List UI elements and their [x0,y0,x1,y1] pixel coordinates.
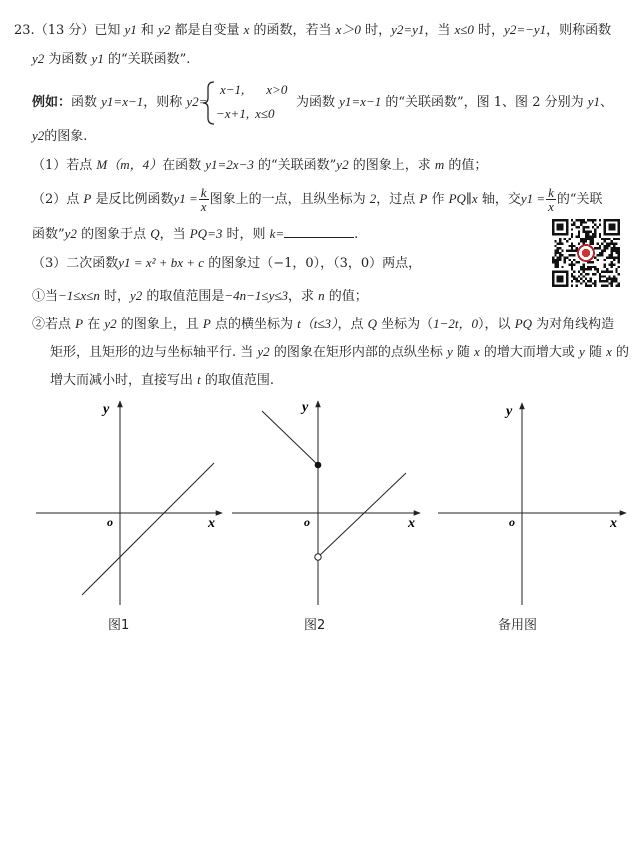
caption-figure-1: 图1 [108,618,130,633]
example-line-1b: 为函数 y1=x−1 的“关联函数”，图 1、图 2 分别为 y1、 [296,94,614,110]
answer-blank[interactable] [284,225,354,238]
example-label: 例如： [32,95,72,110]
fraction-k-over-x-2: $\frac{k}{x}$ [548,185,554,214]
figure-1 [36,401,222,605]
question-2-line-1: （2）点 P 是反比例函数y1 = $\frac{k}{x}$ 图象上的一点，且纵坐标为 2，过点 P 作 PQ∥x 轴，交y1 = $\frac{k}{x}$ 的“关联 [32,185,603,214]
piecewise-case-2: −x+1, x≤0 [216,106,275,121]
question-1: （1）若点 M（m，4）在函数 y1=2x−3 的“关联函数”y2 的图象上，求 m 的值； [32,157,488,173]
fig1-origin: o [107,515,113,529]
example-line-2: y2的图象. [32,128,88,144]
fig1-line-y1 [82,463,214,595]
piecewise-case-1: x−1, x>0 [220,82,288,97]
fig3-origin: o [509,515,515,529]
problem-number: 23. [14,23,35,38]
fig1-x-label: x [208,516,215,531]
figure-spare [438,403,626,605]
fig2-x-label: x [408,516,415,531]
fraction-k-over-x: $\frac{k}{x}$ [200,185,207,214]
example-line-1: 例如：函数 y1=x−1，则称 y2= [32,94,208,110]
problem-line-1: 23.（13 分）已知 y1 和 y2 都是自变量 x 的函数，若当 x＞0 时，y2=y1，当 x≤0 时，y2=−y1，则称函数 [14,22,612,38]
question-2-line-2: 函数”y2 的图象于点 Q，当 PQ=3 时，则 k= . [32,226,359,242]
question-3-part-1: ①当−1≤x≤n 时，y2 的取值范围是−4n−1≤y≤3，求 n 的值； [32,288,368,304]
fig3-y-label: y [506,404,513,419]
question-3-part-2-line-3: 增大而减小时，直接写出 t 的取值范围. [50,372,275,388]
caption-figure-2: 图2 [304,618,326,633]
fig3-x-label: x [610,516,617,531]
question-3-part-2-line-2: 矩形，且矩形的边与坐标轴平行. 当 y2 的图象在矩形内部的点纵坐标 y 随 x 的增大而增大或 y 随 x 的 [50,344,630,360]
piecewise-brace [202,80,216,126]
figure-2 [232,400,420,605]
fig2-left-branch [262,411,318,465]
fig2-y-label: y [302,400,309,415]
fig2-closed-point [315,462,322,469]
qr-code [552,219,620,287]
caption-figure-spare: 备用图 [498,618,538,633]
fig1-y-label: y [103,402,110,417]
problem-line-2: y2 为函数 y1 的“关联函数”. [32,51,191,67]
question-3: （3）二次函数y1 = x² + bx + c 的图象过（−1，0），（3，0）两点， [32,255,422,271]
fig2-origin: o [304,515,310,529]
fig2-open-point [315,554,321,560]
fig2-right-branch [318,473,406,557]
question-3-part-2-line-1: ②若点 P 在 y2 的图象上，且 P 点的横坐标为 t（t≤3），点 Q 坐标为（1−2t，0），以 PQ 为对角线构造 [32,316,615,332]
